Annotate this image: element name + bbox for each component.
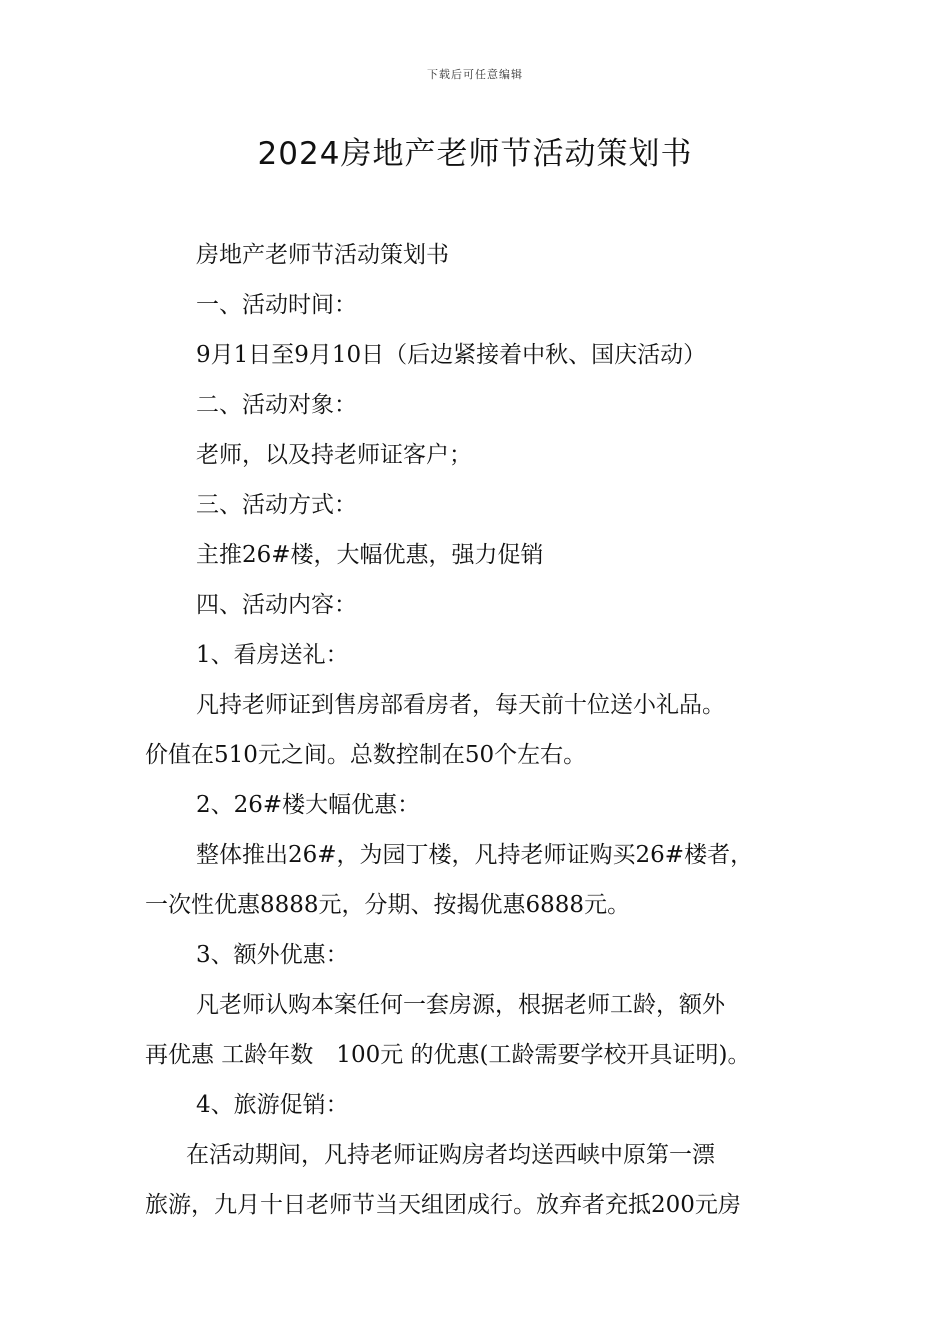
paragraph-line: 三、活动方式： bbox=[196, 492, 357, 518]
paragraph-line: 二、活动对象： bbox=[196, 392, 357, 418]
paragraph-line: 在活动期间，凡持老师证购房者均送西峡中原第一漂 bbox=[186, 1142, 715, 1168]
paragraph-line: 凡持老师证到售房部看房者，每天前十位送小礼品。 bbox=[196, 692, 725, 718]
paragraph-line: 老师，以及持老师证客户； bbox=[196, 442, 472, 468]
paragraph-line: 2、26#楼大幅优惠： bbox=[196, 792, 421, 818]
header-note: 下载后可任意编辑 bbox=[427, 68, 523, 81]
paragraph-line: 价值在510元之间。总数控制在50个左右。 bbox=[145, 742, 587, 768]
paragraph-line: 凡老师认购本案任何一套房源，根据老师工龄，额外 bbox=[196, 992, 725, 1018]
paragraph-line: 房地产老师节活动策划书 bbox=[196, 242, 449, 268]
paragraph-line: 3、额外优惠： bbox=[196, 942, 349, 968]
paragraph-line: 1、看房送礼： bbox=[196, 642, 349, 668]
document-title: 2024房地产老师节活动策划书 bbox=[257, 136, 693, 172]
paragraph-line: 一、活动时间： bbox=[196, 292, 357, 318]
paragraph-line: 主推26#楼，大幅优惠，强力促销 bbox=[196, 542, 544, 568]
paragraph-line: 整体推出26#，为园丁楼，凡持老师证购买26#楼者， bbox=[196, 842, 754, 868]
paragraph-line: 4、旅游促销： bbox=[196, 1092, 349, 1118]
document-body bbox=[145, 230, 815, 1230]
paragraph-line: 旅游，九月十日老师节当天组团成行。放弃者充抵200元房 bbox=[145, 1192, 741, 1218]
paragraph-line: 四、活动内容： bbox=[196, 592, 357, 618]
paragraph-line: 再优惠 工龄年数 100元 的优惠(工龄需要学校开具证明)。 bbox=[145, 1042, 751, 1068]
paragraph-line: 一次性优惠8888元，分期、按揭优惠6888元。 bbox=[145, 892, 631, 918]
paragraph-line: 9月1日至9月10日（后边紧接着中秋、国庆活动） bbox=[196, 342, 707, 368]
